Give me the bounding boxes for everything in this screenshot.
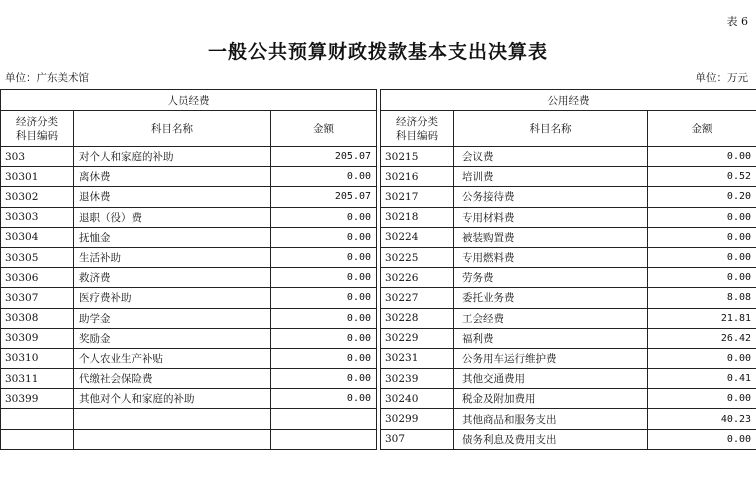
cell-amount: 0.00 <box>648 389 756 409</box>
cell-code: 30303 <box>1 207 74 227</box>
public-expense-table <box>380 89 756 450</box>
cell-amount: 205.07 <box>271 187 377 207</box>
cell-amount: 40.23 <box>648 409 756 429</box>
cell-name: 个人农业生产补贴 <box>74 348 271 368</box>
table-row <box>381 348 756 368</box>
cell-name: 退休费 <box>74 187 271 207</box>
table-row <box>1 389 377 409</box>
table-row <box>1 207 377 227</box>
cell-amount: 0.00 <box>271 207 377 227</box>
table-row <box>1 429 377 449</box>
cell-code <box>1 409 74 429</box>
table-row <box>1 167 377 187</box>
cell-amount: 0.00 <box>271 308 377 328</box>
cell-name: 生活补助 <box>74 247 271 267</box>
cell-name: 会议费 <box>454 147 648 167</box>
table-row <box>381 369 756 389</box>
cell-code: 30225 <box>381 247 454 267</box>
cell-name: 专用燃料费 <box>454 247 648 267</box>
cell-name: 助学金 <box>74 308 271 328</box>
cell-amount <box>271 409 377 429</box>
cell-name: 对个人和家庭的补助 <box>74 147 271 167</box>
cell-name: 离休费 <box>74 167 271 187</box>
cell-code: 30228 <box>381 308 454 328</box>
table-row <box>381 429 756 449</box>
cell-amount: 0.00 <box>648 268 756 288</box>
cell-name: 培训费 <box>454 167 648 187</box>
cell-name: 专用材料费 <box>454 207 648 227</box>
table-row <box>381 147 756 167</box>
cell-name <box>74 409 271 429</box>
cell-name: 其他交通费用 <box>454 369 648 389</box>
cell-code: 30218 <box>381 207 454 227</box>
cell-name: 劳务费 <box>454 268 648 288</box>
cell-name: 债务利息及费用支出 <box>454 429 648 449</box>
table-row <box>1 348 377 368</box>
cell-amount: 0.00 <box>271 348 377 368</box>
cell-amount: 0.00 <box>648 348 756 368</box>
personnel-expense-table <box>0 89 376 450</box>
table-row <box>1 308 377 328</box>
table-row <box>1 328 377 348</box>
cell-code: 30229 <box>381 328 454 348</box>
table-row <box>1 247 377 267</box>
cell-code: 30306 <box>1 268 74 288</box>
cell-code: 30399 <box>1 389 74 409</box>
column-header-code: 经济分类 科目编码 <box>381 111 454 147</box>
cell-code: 30224 <box>381 227 454 247</box>
table-row <box>381 409 756 429</box>
cell-amount: 0.00 <box>648 207 756 227</box>
cell-amount: 0.20 <box>648 187 756 207</box>
cell-name: 被装购置费 <box>454 227 648 247</box>
column-header-name: 科目名称 <box>74 111 271 147</box>
cell-amount: 0.52 <box>648 167 756 187</box>
cell-amount: 0.00 <box>648 429 756 449</box>
table-row <box>1 409 377 429</box>
cell-code: 30217 <box>381 187 454 207</box>
cell-amount: 0.41 <box>648 369 756 389</box>
cell-amount: 0.00 <box>271 369 377 389</box>
cell-name: 抚恤金 <box>74 227 271 247</box>
table-row <box>1 369 377 389</box>
table-row <box>381 308 756 328</box>
unit-currency: 单位：万元 <box>695 72 748 84</box>
table-row <box>381 288 756 308</box>
cell-code: 30307 <box>1 288 74 308</box>
cell-code: 30311 <box>1 369 74 389</box>
cell-name: 福利费 <box>454 328 648 348</box>
cell-amount: 205.07 <box>271 147 377 167</box>
cell-code: 30239 <box>381 369 454 389</box>
table-row <box>381 167 756 187</box>
cell-name: 救济费 <box>74 268 271 288</box>
cell-name: 委托业务费 <box>454 288 648 308</box>
cell-name: 税金及附加费用 <box>454 389 648 409</box>
table-row <box>381 187 756 207</box>
cell-name: 其他对个人和家庭的补助 <box>74 389 271 409</box>
table-row <box>381 389 756 409</box>
cell-code: 30305 <box>1 247 74 267</box>
table-row <box>381 207 756 227</box>
cell-code: 30299 <box>381 409 454 429</box>
cell-name: 退职（役）费 <box>74 207 271 227</box>
cell-code: 303 <box>1 147 74 167</box>
cell-code: 30310 <box>1 348 74 368</box>
cell-amount: 0.00 <box>271 227 377 247</box>
column-header-amount: 金额 <box>271 111 377 147</box>
cell-amount: 0.00 <box>271 167 377 187</box>
cell-amount: 0.00 <box>271 268 377 288</box>
table-row <box>381 247 756 267</box>
cell-name <box>74 429 271 449</box>
cell-code: 30240 <box>381 389 454 409</box>
cell-code: 30302 <box>1 187 74 207</box>
cell-code: 30308 <box>1 308 74 328</box>
cell-name: 公务用车运行维护费 <box>454 348 648 368</box>
cell-name: 其他商品和服务支出 <box>454 409 648 429</box>
table-row <box>1 187 377 207</box>
cell-amount: 26.42 <box>648 328 756 348</box>
table-row <box>381 268 756 288</box>
table-number: 表 6 <box>726 15 748 28</box>
table-row <box>381 227 756 247</box>
cell-name: 代缴社会保险费 <box>74 369 271 389</box>
cell-amount <box>271 429 377 449</box>
cell-name: 奖励金 <box>74 328 271 348</box>
cell-amount: 0.00 <box>271 328 377 348</box>
unit-organization: 单位：广东美术馆 <box>5 72 89 84</box>
cell-amount: 21.81 <box>648 308 756 328</box>
cell-amount: 8.08 <box>648 288 756 308</box>
cell-amount: 0.00 <box>648 227 756 247</box>
cell-amount: 0.00 <box>271 288 377 308</box>
table-row <box>1 268 377 288</box>
cell-code <box>1 429 74 449</box>
cell-code: 30216 <box>381 167 454 187</box>
cell-code: 30227 <box>381 288 454 308</box>
cell-name: 工会经费 <box>454 308 648 328</box>
cell-code: 30304 <box>1 227 74 247</box>
cell-name: 医疗费补助 <box>74 288 271 308</box>
page-title: 一般公共预算财政拨款基本支出决算表 <box>207 41 548 63</box>
cell-name: 公务接待费 <box>454 187 648 207</box>
table-row <box>1 288 377 308</box>
table-row <box>1 227 377 247</box>
cell-code: 30309 <box>1 328 74 348</box>
table-row <box>381 328 756 348</box>
column-header-amount: 金额 <box>648 111 756 147</box>
cell-amount: 0.00 <box>271 389 377 409</box>
section-title: 公用经费 <box>381 90 756 111</box>
cell-code: 307 <box>381 429 454 449</box>
cell-amount: 0.00 <box>648 247 756 267</box>
table-row <box>1 147 377 167</box>
cell-code: 30301 <box>1 167 74 187</box>
cell-code: 30231 <box>381 348 454 368</box>
section-title: 人员经费 <box>1 90 377 111</box>
cell-amount: 0.00 <box>648 147 756 167</box>
cell-code: 30215 <box>381 147 454 167</box>
cell-code: 30226 <box>381 268 454 288</box>
cell-amount: 0.00 <box>271 247 377 267</box>
column-header-code: 经济分类 科目编码 <box>1 111 74 147</box>
column-header-name: 科目名称 <box>454 111 648 147</box>
